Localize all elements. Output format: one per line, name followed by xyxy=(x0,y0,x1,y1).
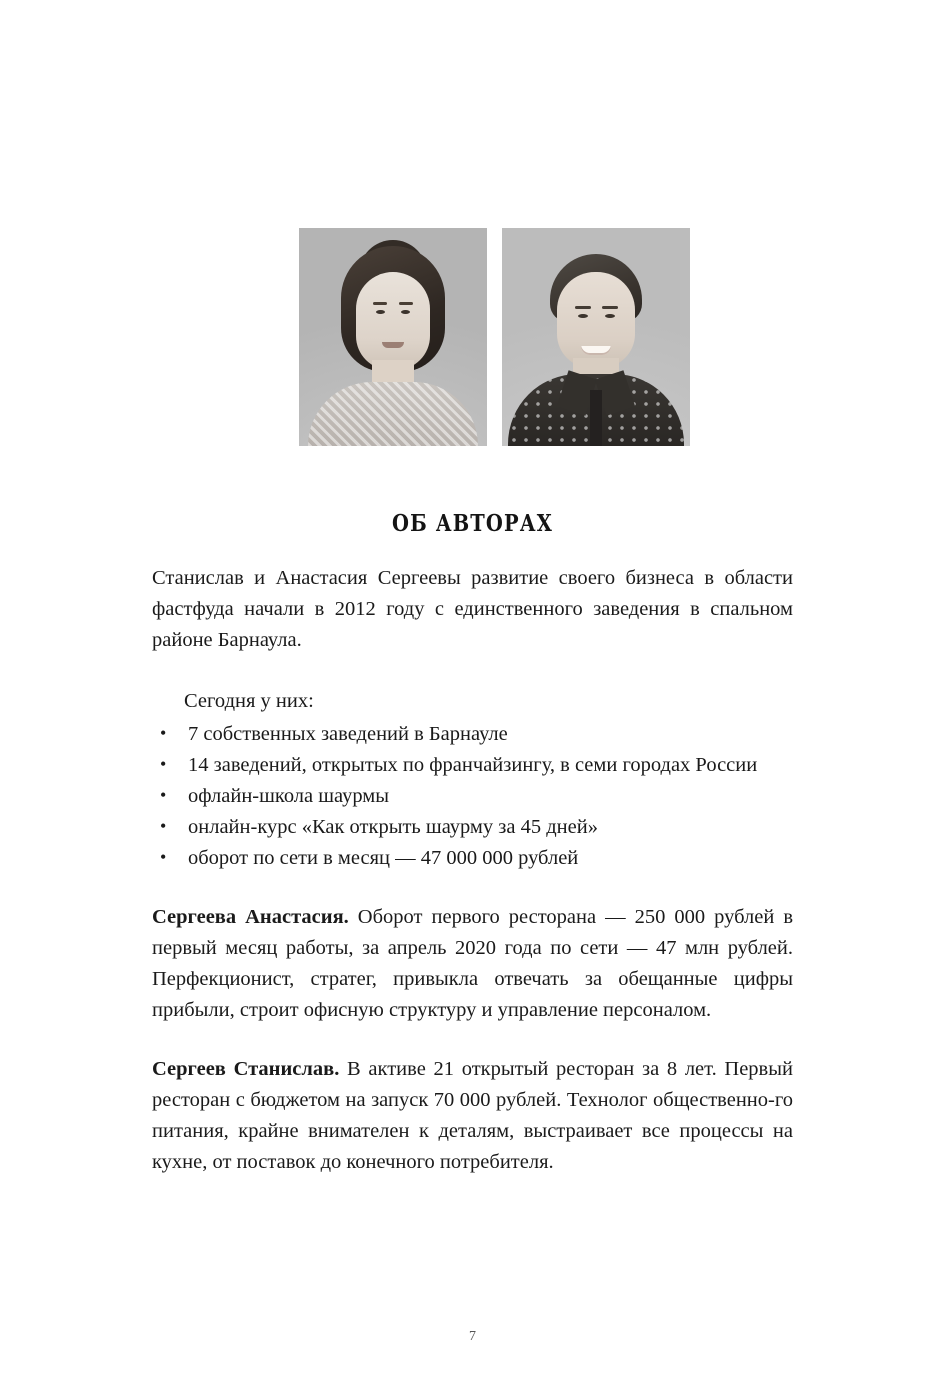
eyebrow-left-shape xyxy=(575,306,591,309)
photo-stanislav xyxy=(502,228,690,446)
list-item: • 7 собственных заведений в Барнауле xyxy=(152,719,793,750)
author-photos xyxy=(299,228,691,446)
eyebrow-left-shape xyxy=(373,302,387,305)
achievements-list xyxy=(152,719,793,874)
bio-stanislav xyxy=(152,1054,793,1178)
article-body xyxy=(152,510,793,1178)
list-item: • онлайн-курс «Как открыть шаурму за 45 дней» xyxy=(152,812,793,843)
list-item: • оборот по сети в месяц — 47 000 000 рублей xyxy=(152,843,793,874)
eye-left-shape xyxy=(578,314,588,318)
eyebrow-right-shape xyxy=(602,306,618,309)
eye-right-shape xyxy=(605,314,615,318)
list-item: • 14 заведений, открытых по франчайзингу, в семи городах России xyxy=(152,750,793,781)
page-title: ОБ АВТОРАХ xyxy=(392,510,553,537)
bio-anastasia xyxy=(152,902,793,1026)
eyebrow-right-shape xyxy=(399,302,413,305)
bio-paragraph xyxy=(152,902,793,1026)
mouth-shape xyxy=(581,346,611,355)
mouth-shape xyxy=(382,342,404,348)
shirt-placket-shape xyxy=(590,390,602,446)
torso-shape xyxy=(308,382,478,446)
intro-paragraph: Станислав и Анастасия Сергеевы развитие своего бизнеса в области фастфуда начали в 2012 году с единственного заведения в спальном районе Барнаула. xyxy=(152,567,793,651)
list-item: • офлайн-школа шаурмы xyxy=(152,781,793,812)
list-lead-in: Сегодня у них: xyxy=(184,690,314,712)
face-shape xyxy=(356,272,430,370)
author-name: Сергеев Станислав. xyxy=(152,1058,340,1080)
page-number: 7 xyxy=(469,1329,476,1344)
photo-anastasia xyxy=(299,228,487,446)
bio-paragraph xyxy=(152,1054,793,1178)
eye-right-shape xyxy=(401,310,410,314)
author-name: Сергеева Анастасия. xyxy=(152,906,349,928)
bio-text: В активе 21 открытый ресторан за 8 лет. Первый ресторан с бюджетом на запуск 70 000 рублей. Технолог общественно-го питания, крайне внимателен к деталям, выстраивает все процессы на кухне, от поставок до конечного потребителя. xyxy=(152,1058,793,1173)
bio-text: Оборот первого ресторана — 250 000 рублей в первый месяц работы, за апрель 2020 года по сети — 47 млн рублей. Перфекционист, стратег, привыкла отвечать за обещанные цифры прибыли, строит офисную структуру и управление персоналом. xyxy=(152,906,793,1021)
eye-left-shape xyxy=(376,310,385,314)
